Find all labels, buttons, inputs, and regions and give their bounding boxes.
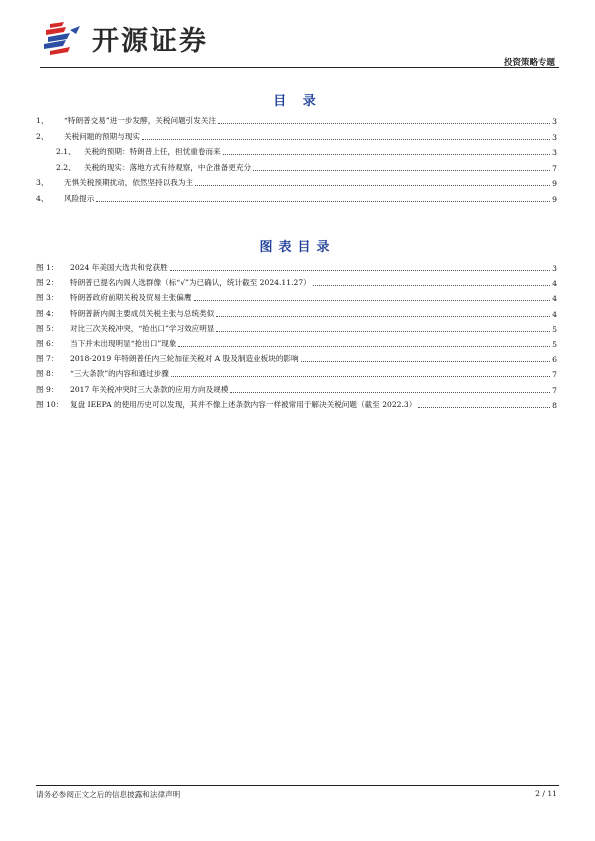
dot-leader xyxy=(96,201,550,202)
entry-number: 2.1、 xyxy=(56,147,76,156)
entry-title: 复盘 IEEPA 的使用历史可以发现，其并不像上述条款内容一样被常用于解决关税问题（截至 2022.3） xyxy=(70,399,417,409)
entry-page: 4 xyxy=(552,294,557,304)
entry-title: 关税的预期：特朗普上任，担忧重卷而来 xyxy=(84,147,221,156)
entry-title: 2018-2019 年特朗普任内三轮加征关税对 A 股及制造业板块的影响 xyxy=(70,354,299,364)
figure-list-item[interactable] xyxy=(36,307,557,319)
toc-item[interactable] xyxy=(36,192,557,204)
dot-leader xyxy=(253,170,550,171)
page-number: 2 / 11 xyxy=(535,789,557,798)
entry-number: 4、 xyxy=(36,193,49,203)
figure-list-item[interactable] xyxy=(36,352,557,364)
entry-number: 图 2： xyxy=(36,278,59,288)
entry-page: 3 xyxy=(552,117,557,126)
entry-page: 3 xyxy=(552,148,557,157)
entry-number: 2、 xyxy=(36,131,49,141)
entry-title: 特朗普政府前期关税及贸易主张偏鹰 xyxy=(70,293,192,303)
entry-number: 图 3： xyxy=(36,293,59,303)
entry-title: “特朗普交易”进一步发酵，关税问题引发关注 xyxy=(64,116,217,125)
footer-disclaimer: 请务必参阅正文之后的信息披露和法律声明 xyxy=(36,790,181,799)
entry-title: 无惧关税预期扰动，依然坚持以我为主 xyxy=(64,178,194,187)
entry-number: 图 7： xyxy=(36,354,59,364)
entry-number: 3、 xyxy=(36,178,49,187)
dot-leader xyxy=(171,376,550,377)
entry-number: 图 10： xyxy=(36,399,64,409)
entry-number: 1、 xyxy=(36,116,49,125)
toc-item[interactable] xyxy=(36,145,557,157)
entry-number: 图 9： xyxy=(36,384,59,394)
entry-number: 图 8： xyxy=(36,369,59,379)
entry-page: 5 xyxy=(552,324,557,334)
entry-title: 对比三次关税冲突，“抢出口”学习效应明显 xyxy=(70,323,215,333)
entry-number: 图 1： xyxy=(36,263,59,272)
entry-page: 4 xyxy=(552,309,557,319)
entry-page: 7 xyxy=(552,370,557,380)
brand-name: 开源证券 xyxy=(92,25,208,57)
entry-title: “三大条款”的内容和通过步骤 xyxy=(70,369,169,379)
entry-number: 图 4： xyxy=(36,308,59,318)
dot-leader xyxy=(170,270,550,271)
entry-number: 图 5： xyxy=(36,323,59,333)
figure-list-item[interactable] xyxy=(36,322,557,334)
entry-page: 7 xyxy=(552,163,557,173)
figure-list-item[interactable] xyxy=(36,383,557,395)
figure-list-item[interactable] xyxy=(36,367,557,379)
dot-leader xyxy=(194,300,551,301)
entry-page: 3 xyxy=(552,264,557,273)
entry-page: 8 xyxy=(552,400,557,410)
toc-item[interactable] xyxy=(36,130,557,142)
entry-title: 风险提示 xyxy=(64,193,95,203)
footer-divider xyxy=(36,785,559,786)
dot-leader xyxy=(216,316,550,317)
entry-page: 7 xyxy=(552,385,557,395)
dot-leader xyxy=(216,331,550,332)
entry-number: 图 6： xyxy=(36,339,59,348)
dot-leader xyxy=(301,361,551,362)
dot-leader xyxy=(142,139,550,140)
figure-list-item[interactable] xyxy=(36,337,557,349)
toc-title: 目 录 xyxy=(273,94,322,109)
entry-page: 9 xyxy=(552,194,557,204)
header-divider xyxy=(40,67,559,68)
figure-list-item[interactable] xyxy=(36,291,557,303)
brand-logo xyxy=(40,20,208,56)
figures-title: 图表目录 xyxy=(259,240,336,255)
kaiyuan-logo-icon xyxy=(40,20,88,56)
entry-page: 6 xyxy=(552,355,557,365)
entry-title: 2024 年美国大选共和党获胜 xyxy=(70,263,168,272)
entry-title: 当下并未出现明显“抢出口”现象 xyxy=(70,339,177,348)
dot-leader xyxy=(313,285,550,286)
dot-leader xyxy=(230,392,550,393)
toc-item[interactable] xyxy=(36,161,557,173)
figure-list-item[interactable] xyxy=(36,398,557,410)
entry-title: 关税的现实：落地方式有待观察，中企准备更充分 xyxy=(84,162,252,172)
figure-list-item[interactable] xyxy=(36,261,557,273)
dot-leader xyxy=(178,346,550,347)
dot-leader xyxy=(195,185,550,186)
entry-title: 特朗普已提名内阁人选群像（标“√”为已确认，统计截至 2024.11.27） xyxy=(70,278,311,288)
entry-page: 3 xyxy=(552,132,557,142)
report-type-label: 投资策略专题 xyxy=(503,58,555,68)
entry-page: 4 xyxy=(552,279,557,289)
toc-item[interactable] xyxy=(36,114,557,126)
dot-leader xyxy=(223,154,550,155)
entry-title: 特朗普新内阁主要成员关税主张与总统类似 xyxy=(70,308,215,318)
dot-leader xyxy=(418,407,550,408)
entry-number: 2.2、 xyxy=(56,162,76,172)
entry-page: 5 xyxy=(552,340,557,349)
toc-item[interactable] xyxy=(36,176,557,188)
entry-title: 关税问题的预期与现实 xyxy=(64,131,140,141)
entry-page: 9 xyxy=(552,179,557,188)
figure-list-item[interactable] xyxy=(36,276,557,288)
dot-leader xyxy=(218,123,550,124)
entry-title: 2017 年关税冲突时三大条款的应用方向及规模 xyxy=(70,384,229,394)
